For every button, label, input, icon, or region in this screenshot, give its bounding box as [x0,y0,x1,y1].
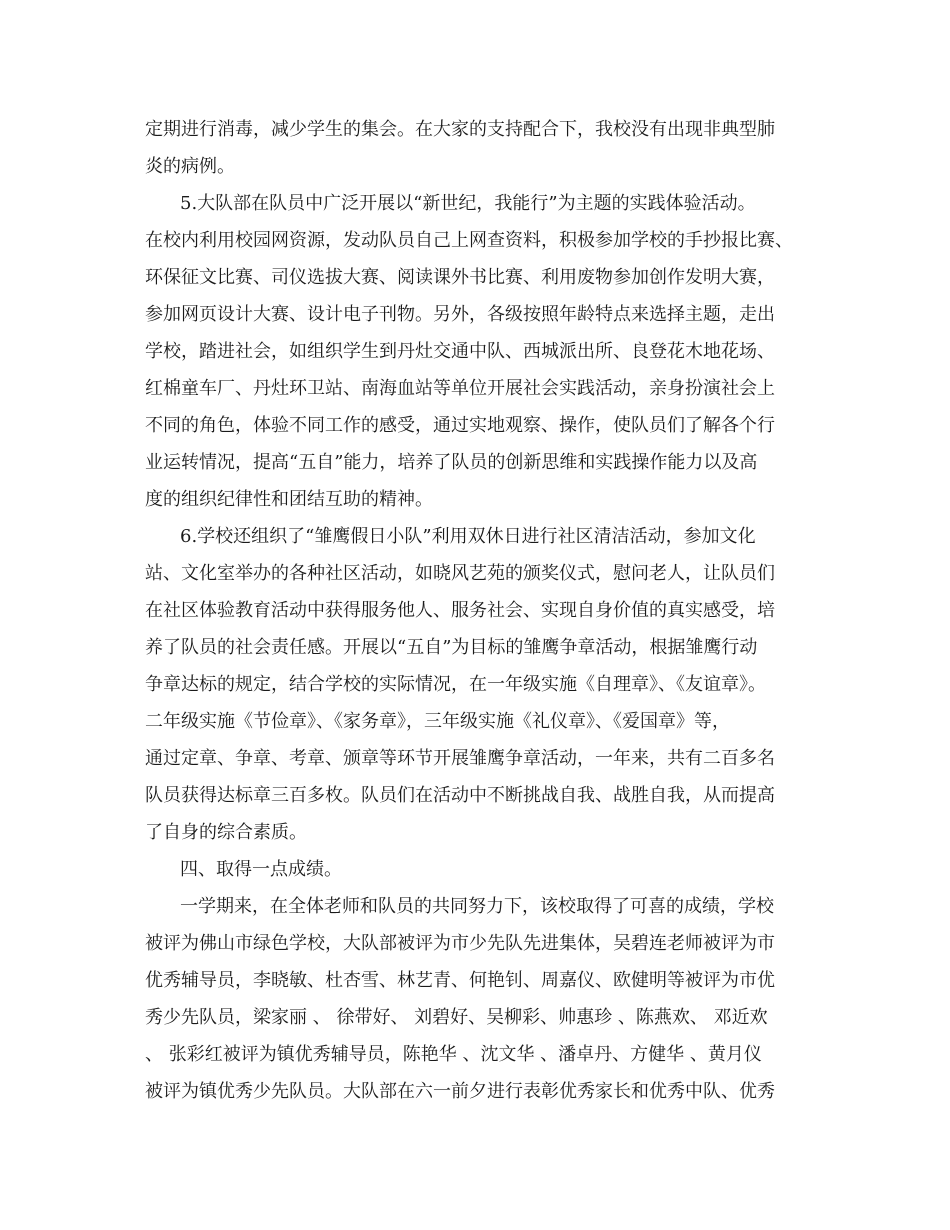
text-line: 秀少先队员，梁家丽 、 徐带好、 刘碧好、吴柳彩、帅惠珍 、陈燕欢、 邓近欢 [145,1007,768,1028]
text-line: 了自身的综合素质。 [145,822,307,843]
section-heading: 四、取得一点成绩。 [180,859,342,880]
text-line: 度的组织纪律性和团结互助的精神。 [145,489,433,510]
paragraph-start-line: 5.大队部在队员中广泛开展以“新世纪，我能行”为主题的实践体验活动。 [180,193,756,214]
text-line: 炎的病例。 [145,156,235,177]
text-line: 站、文化室举办的各种社区活动，如晓风艺苑的颁奖仪式，慰问老人，让队员们 [145,563,775,584]
text-line: 队员获得达标章三百多枚。队员们在活动中不断挑战自我、战胜自我，从而提高 [145,785,775,806]
text-line: 不同的角色，体验不同工作的感受，通过实地观察、操作，使队员们了解各个行 [145,415,775,436]
text-line: 参加网页设计大赛、设计电子刊物。另外，各级按照年龄特点来选择主题，走出 [145,304,775,325]
text-line: 通过定章、争章、考章、颁章等环节开展雏鹰争章活动，一年来，共有二百多名 [145,748,775,769]
paragraph-start-line: 6.学校还组织了“雏鹰假日小队”利用双休日进行社区清洁活动，参加文化 [180,526,756,547]
text-line: 优秀辅导员，李晓敏、杜杏雪、林艺青、何艳钊、周嘉仪、欧健明等被评为市优 [145,970,775,991]
paragraph-start-line: 一学期来，在全体老师和队员的共同努力下，该校取得了可喜的成绩，学校 [180,896,774,917]
text-line: 红棉童车厂、丹灶环卫站、南海血站等单位开展社会实践活动，亲身扮演社会上 [145,378,775,399]
text-line: 、 张彩红被评为镇优秀辅导员，陈艳华 、沈文华 、潘卓丹、方健华 、黄月仪 [145,1044,762,1065]
text-line: 在社区体验教育活动中获得服务他人、服务社会、实现自身价值的真实感受，培 [145,600,775,621]
text-line: 业运转情况，提高“五自”能力，培养了队员的创新思维和实践操作能力以及高 [145,452,758,473]
text-line: 环保征文比赛、司仪选拔大赛、阅读课外书比赛、利用废物参加创作发明大赛， [145,267,775,288]
text-line: 学校，踏进社会，如组织学生到丹灶交通中队、西城派出所、良登花木地花场、 [145,341,775,362]
text-line: 定期进行消毒，减少学生的集会。在大家的支持配合下，我校没有出现非典型肺 [145,119,775,140]
text-line: 在校内利用校园网资源，发动队员自己上网查资料，积极参加学校的手抄报比赛、 [145,230,793,251]
text-line: 养了队员的社会责任感。开展以“五自”为目标的雏鹰争章活动，根据雏鹰行动 [145,637,758,658]
text-line: 被评为镇优秀少先队员。大队部在六一前夕进行表彰优秀家长和优秀中队、优秀 [145,1081,775,1102]
text-line: 二年级实施《节俭章》、《家务章》，三年级实施《礼仪章》、《爱国章》等， [145,711,730,732]
text-line: 被评为佛山市绿色学校，大队部被评为市少先队先进集体，吴碧连老师被评为市 [145,933,775,954]
text-line: 争章达标的规定，结合学校的实际情况，在一年级实施《自理章》、《友谊章》。 [145,674,766,695]
